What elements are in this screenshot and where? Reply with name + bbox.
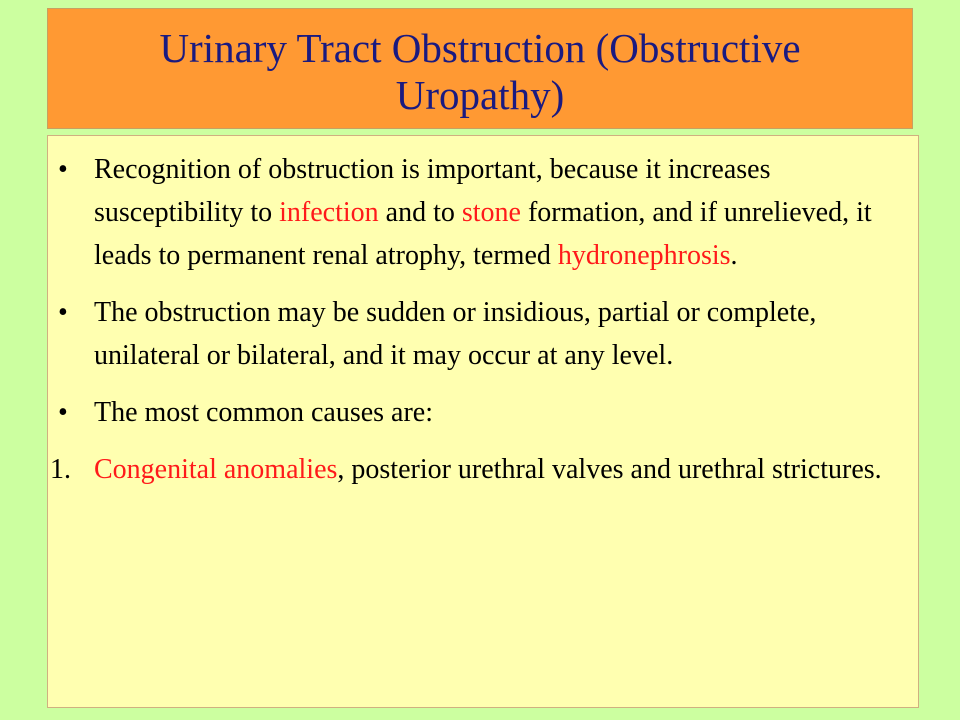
highlight-hydronephrosis: hydronephrosis bbox=[557, 240, 731, 271]
slide-content-box bbox=[47, 135, 919, 708]
numbered-1-text: , posterior urethral valves and urethral strictures. bbox=[337, 454, 882, 485]
slide-title-box bbox=[47, 8, 913, 129]
bullet-item-3 bbox=[48, 391, 888, 434]
highlight-infection: infection bbox=[279, 197, 379, 228]
bullet-1-text-part-4: . bbox=[730, 240, 738, 271]
bullet-marker: • bbox=[58, 154, 68, 185]
numbered-item-1 bbox=[48, 448, 888, 491]
numbered-marker: 1. bbox=[50, 454, 71, 485]
bullet-marker: • bbox=[58, 397, 68, 428]
highlight-stone: stone bbox=[461, 197, 521, 228]
slide-title-line-2: Uropathy) bbox=[395, 72, 565, 118]
bullet-1-text-part-2: and to bbox=[378, 197, 462, 228]
bullet-1-text-part-3: formation, and if unrelieved, it leads to permanent renal atrophy, termed bbox=[94, 197, 872, 271]
bullet-list bbox=[48, 148, 888, 505]
bullet-marker: • bbox=[58, 297, 68, 328]
bullet-item-2 bbox=[48, 291, 888, 377]
bullet-item-1 bbox=[48, 148, 888, 277]
slide-title-line-1: Urinary Tract Obstruction (Obstructive bbox=[159, 25, 801, 71]
bullet-2-text: The obstruction may be sudden or insidious, partial or complete, unilateral or bilateral, and it may occur at any level. bbox=[94, 297, 817, 371]
bullet-3-text: The most common causes are: bbox=[94, 397, 434, 428]
bullet-1-text-part-1: Recognition of obstruction is important, because it increases susceptibility to bbox=[94, 154, 771, 228]
highlight-congenital-anomalies: Congenital anomalies bbox=[94, 454, 338, 485]
